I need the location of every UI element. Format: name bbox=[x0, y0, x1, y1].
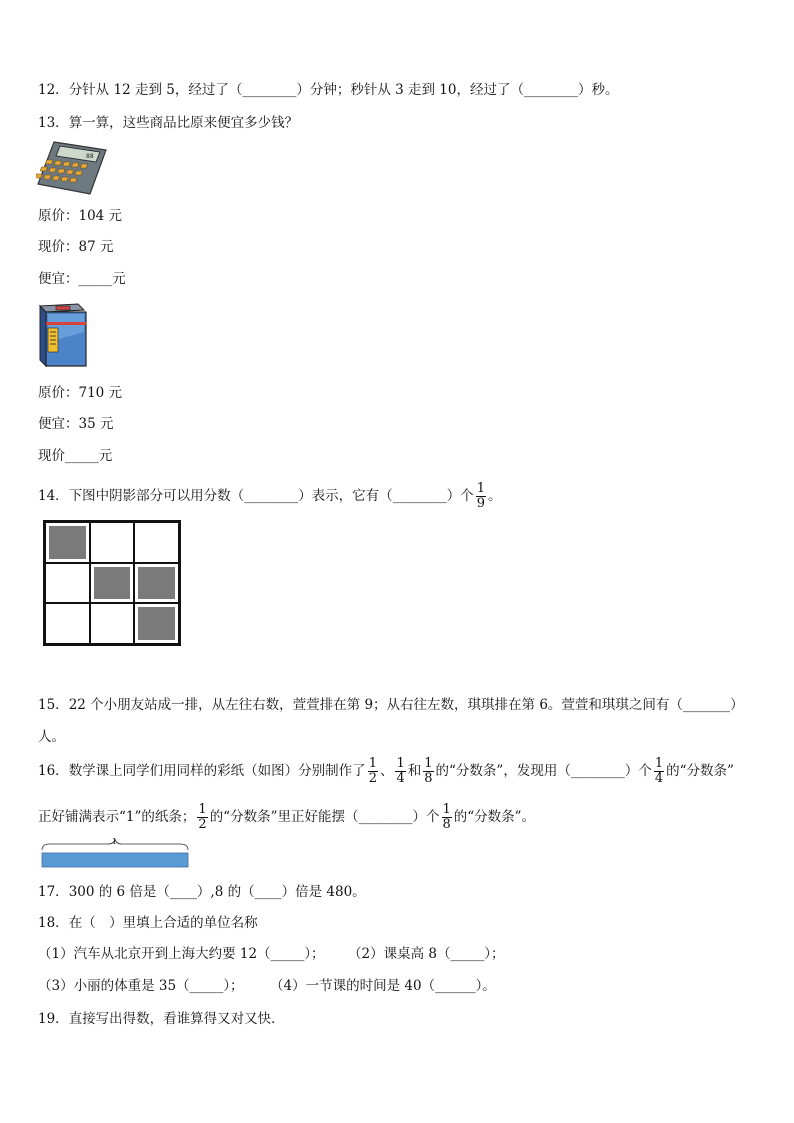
question-18-sub3: （3）小丽的体重是 35（_____）； bbox=[38, 978, 244, 994]
question-17: 17．300 的 6 倍是（____）,8 的（____）倍是 480。 bbox=[38, 884, 366, 900]
fraction: $\frac{1}{9}$ bbox=[476, 481, 485, 511]
question-18-sub2: （2）课桌高 8（_____）； bbox=[348, 946, 505, 962]
q13-item2-current-price: 现价_____元 bbox=[38, 448, 113, 464]
answer-blank[interactable]: _____ bbox=[189, 978, 224, 994]
question-15-line2: 人。 bbox=[38, 729, 65, 745]
question-18-sub4: （4）一节课的时间是 40（______）。 bbox=[270, 978, 496, 994]
strip-label: 1 bbox=[112, 838, 118, 846]
fraction: $\frac{1}{8}$ bbox=[442, 802, 451, 832]
fraction: $\frac{1}{8}$ bbox=[424, 756, 433, 786]
question-13: 13．算一算，这些商品比原来便宜多少钱？ bbox=[38, 115, 299, 131]
answer-blank[interactable]: _____ bbox=[65, 448, 99, 464]
paper-strip-diagram bbox=[40, 838, 190, 872]
answer-blank[interactable]: _____ bbox=[450, 946, 485, 962]
answer-blank[interactable]: _______ bbox=[682, 697, 731, 713]
q13-item1-original-price: 原价：104 元 bbox=[38, 208, 123, 224]
grid-cell bbox=[134, 522, 179, 563]
answer-blank[interactable]: ________ bbox=[524, 82, 578, 98]
grid-cell-shaded bbox=[45, 522, 90, 563]
grid-cell-shaded bbox=[134, 603, 179, 644]
grid-cell-shaded bbox=[134, 563, 179, 604]
fraction: $\frac{1}{4}$ bbox=[654, 756, 664, 786]
answer-blank[interactable]: _____ bbox=[270, 946, 305, 962]
answer-blank[interactable]: ____ bbox=[169, 884, 197, 900]
answer-blank[interactable]: ________ bbox=[570, 763, 625, 779]
answer-blank[interactable]: ______ bbox=[435, 978, 476, 994]
answer-blank[interactable]: _____ bbox=[78, 271, 113, 287]
fraction: $\frac{1}{2}$ bbox=[198, 802, 207, 832]
question-18: 18．在（ ）里填上合适的单位名称 bbox=[38, 915, 258, 931]
q13-item2-original-price: 原价：710 元 bbox=[38, 385, 123, 401]
calculator-icon bbox=[36, 138, 108, 196]
fraction: $\frac{1}{4}$ bbox=[396, 756, 405, 786]
answer-blank[interactable]: ________ bbox=[358, 809, 413, 825]
question-16-line2: 正好铺满表示“1”的纸条； $\frac{1}{2}$ 的“分数条”里正好能摆（________）个 $\frac{1}{8}$ 的“分数条”。 bbox=[38, 802, 536, 832]
question-16: 16．数学课上同学们用同样的彩纸（如图）分别制作了 $\frac{1}{2}$ 、 $\frac{1}{4}$ 和 $\frac{1}{8}$ 的“分数条”，发现用（________）个 $\frac{1}{4}$ 的“分数条” bbox=[38, 756, 734, 786]
question-14: 14．下图中阴影部分可以用分数（________）表示，它有（________）个 $\frac{1}{9}$ 。 bbox=[38, 481, 502, 511]
paper-strip bbox=[42, 853, 188, 867]
question-15: 15．22 个小朋友站成一排，从左往右数，萱萱排在第 9；从右往左数，琪琪排在第 6。萱萱和琪琪之间有（_______） bbox=[38, 697, 744, 713]
question-18-sub1: （1）汽车从北京开到上海大约要 12（_____）； bbox=[38, 946, 325, 962]
answer-blank[interactable]: ________ bbox=[244, 488, 299, 504]
question-12: 12．分针从 12 走到 5，经过了（________）分钟；秒针从 3 走到 10，经过了（________）秒。 bbox=[38, 82, 619, 98]
grid-cell bbox=[90, 603, 135, 644]
shaded-grid bbox=[43, 520, 181, 646]
q13-item1-current-price: 现价：87 元 bbox=[38, 239, 114, 255]
answer-blank[interactable]: ____ bbox=[254, 884, 282, 900]
q13-item2-cheaper: 便宜：35 元 bbox=[38, 416, 114, 432]
q13-item1-cheaper: 便宜：_____元 bbox=[38, 271, 126, 287]
grid-cell bbox=[45, 603, 90, 644]
book-icon bbox=[34, 302, 90, 368]
grid-cell bbox=[45, 563, 90, 604]
grid-cell-shaded bbox=[90, 563, 135, 604]
grid-cell bbox=[90, 522, 135, 563]
answer-blank[interactable]: ________ bbox=[392, 488, 447, 504]
svg-text:88: 88 bbox=[86, 153, 94, 160]
fraction: $\frac{1}{2}$ bbox=[368, 756, 377, 786]
question-19: 19．直接写出得数，看谁算得又对又快． bbox=[38, 1011, 285, 1027]
answer-blank[interactable]: ________ bbox=[242, 82, 297, 98]
